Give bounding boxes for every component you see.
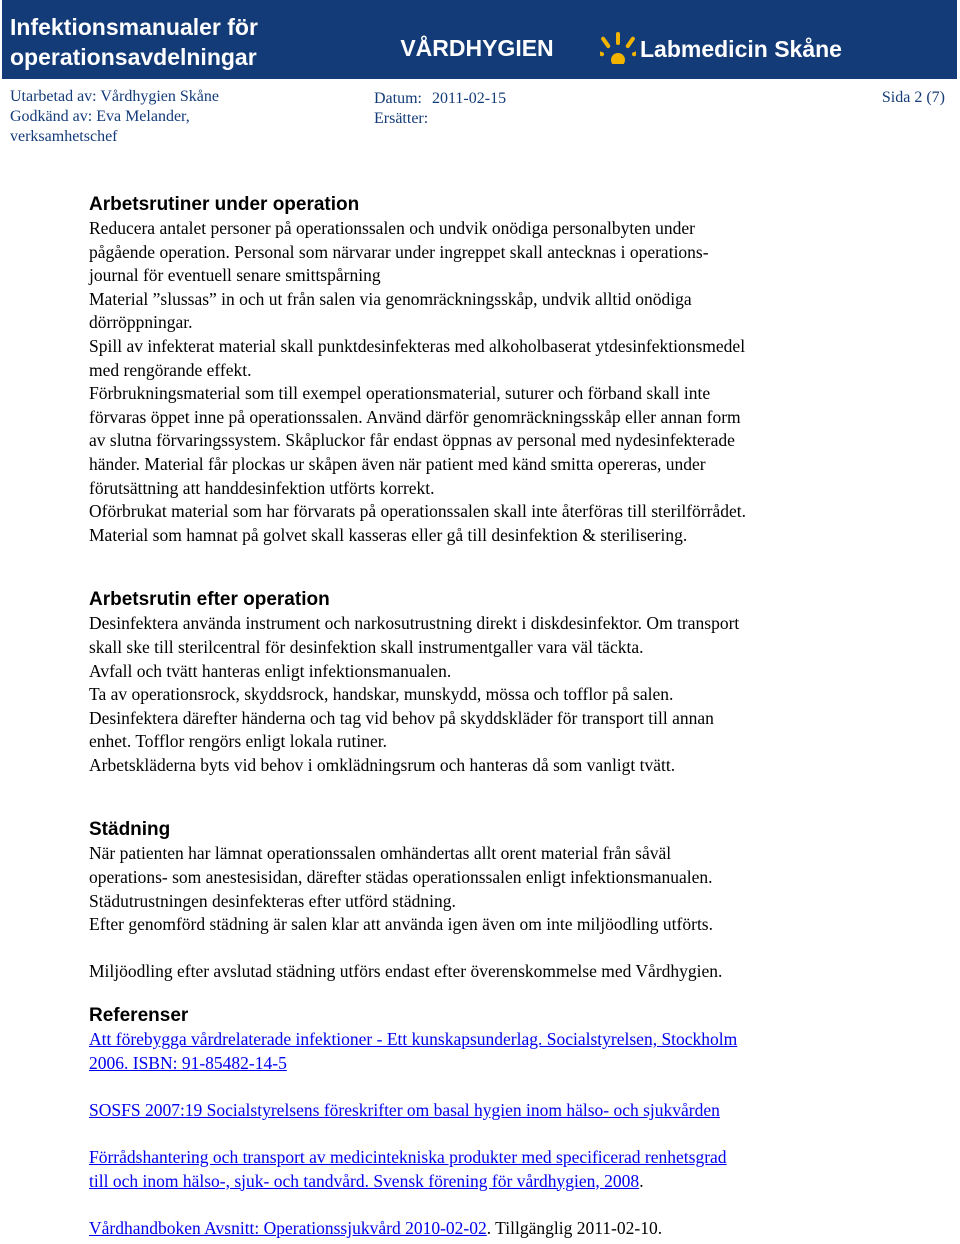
paragraph-line: Avfall och tvätt hanteras enligt infektionsmanualen. <box>89 660 452 681</box>
paragraph-line: dörröppningar. <box>89 312 193 333</box>
section-heading: Arbetsrutiner under operation <box>89 194 360 215</box>
header-title-cell <box>2 0 364 79</box>
paragraph-line: Oförbrukat material som har förvarats på operationssalen skall inte återföras till sterilförrådet. <box>89 501 746 522</box>
reference-link-forradshantering-2[interactable]: till och inom hälso-, sjuk- och tandvård. Svensk förening för vårdhygien, 2008 <box>89 1170 640 1191</box>
approved-by-line1: Godkänd av: Eva Melander, <box>10 108 190 125</box>
organization-name: Labmedicin Skåne <box>640 36 842 62</box>
paragraph-line: förutsättning att handdesinfektion utförts korrekt. <box>89 477 435 498</box>
paragraph-line: med rengörande effekt. <box>89 359 252 380</box>
paragraph-line: enhet. Tofflor rengörs enligt lokala rutiner. <box>89 731 387 752</box>
prepared-by: Utarbetad av: Vårdhygien Skåne <box>10 88 219 105</box>
paragraph-line: Material som hamnat på golvet skall kasseras eller gå till desinfektion & sterilisering. <box>89 524 688 545</box>
header-date-cell <box>364 79 864 145</box>
paragraph-line: av slutna förvaringssystem. Skåpluckor får endast öppnas av personal med nydesinfekterade <box>89 430 735 451</box>
paragraph-line: Städutrustningen desinfekteras efter utförd städning. <box>89 890 456 911</box>
reference-link-vardhandboken[interactable]: Vårdhandboken Avsnitt: Operationssjukvård 2010-02-02 <box>89 1217 487 1238</box>
section-references <box>89 1004 909 1240</box>
paragraph-line: Spill av infekterat material skall punktdesinfekteras med alkoholbaserat ytdesinfektionsmedel <box>89 335 746 356</box>
paragraph-line: skall ske till sterilcentral för desinfektion skall instrumentgaller vara väl täckta. <box>89 636 644 657</box>
paragraph-line: Ta av operationsrock, skyddsrock, handskar, munskydd, mössa och tofflor på salen. <box>89 684 674 705</box>
replaces-label: Ersätter: <box>374 110 429 127</box>
approved-by-line2: verksamhetschef <box>10 128 118 145</box>
section-heading: Referenser <box>89 1005 189 1027</box>
paragraph-line: Desinfektera därefter händerna och tag vid behov på skyddskläder för transport till annan <box>89 707 714 728</box>
date-info <box>374 89 506 129</box>
paragraph-line: händer. Material får plockas ur skåpen även när patient med känd smitta opereras, under <box>89 453 706 474</box>
sun-logo-icon <box>600 30 636 64</box>
paragraph-line: Material ”slussas” in och ut från salen via genomräckningsskåp, undvik alltid onödiga <box>89 288 692 309</box>
reference-link-sosfs[interactable]: SOSFS 2007:19 Socialstyrelsens föreskrifter om basal hygien inom hälso- och sjukvården <box>89 1099 720 1120</box>
header-department-cell <box>364 0 590 79</box>
date-value: 2011-02-15 <box>432 90 507 107</box>
paragraph-line: Reducera antalet personer på operationssalen och undvik onödiga personalbyten under <box>89 218 695 238</box>
paragraph-line: journal för eventuell senare smittspårning <box>89 265 381 286</box>
paragraph-line: operations- som anestesisidan, därefter städas operationssalen enligt infektionsmanualen. <box>89 867 713 888</box>
paragraph-line: pågående operation. Personal som närvarar under ingreppet skall antecknas i operations- <box>89 241 709 262</box>
paragraph-line: Efter genomförd städning är salen klar att använda igen även om inte miljöodling utförts. <box>89 914 713 935</box>
document-header <box>2 0 957 145</box>
document-title <box>10 12 258 72</box>
header-logo-cell <box>590 0 957 79</box>
paragraph-line: förvaras öppet inne på operationssalen. Använd därför genomräckningsskåp eller annan form <box>89 406 741 427</box>
section-heading: Arbetsrutin efter operation <box>89 589 330 611</box>
reference-link-socialstyrelsen-1[interactable]: Att förebygga vårdrelaterade infektioner - Ett kunskapsunderlag. Socialstyrelsen, Stockholm <box>89 1029 738 1050</box>
paragraph-line: Arbetskläderna byts vid behov i omklädningsrum och hanteras då som vanligt tvätt. <box>89 754 676 775</box>
reference-suffix: . Tillgänglig 2011-02-10. <box>486 1217 663 1238</box>
reference-link-forradshantering-1[interactable]: Förrådshantering och transport av medicintekniska produkter med specificerad renhetsgrad <box>89 1147 727 1167</box>
section-after-operation <box>89 588 909 777</box>
department-name: VÅRDHYGIEN <box>400 35 554 61</box>
paragraph-line: Miljöodling efter avslutad städning utförs endast efter överenskommelse med Vårdhygien. <box>89 961 723 982</box>
paragraph-line: Förbrukningsmaterial som till exempel operationsmaterial, suturer och förband skall inte <box>89 383 711 404</box>
document-title-line2: operationsavdelningar <box>10 44 257 70</box>
document-title-line1: Infektionsmanualer för <box>10 14 258 40</box>
document-body <box>89 193 909 1240</box>
date-label: Datum: <box>374 90 422 107</box>
section-cleaning <box>89 818 909 984</box>
section-heading: Städning <box>89 819 171 841</box>
paragraph-line: När patienten har lämnat operationssalen omhändertas allt orent material från såväl <box>89 843 672 864</box>
header-author-cell <box>2 79 364 145</box>
section-during-operation <box>89 193 909 547</box>
reference-link-socialstyrelsen-2[interactable]: 2006. ISBN: 91-85482-14-5 <box>89 1052 287 1073</box>
reference-suffix: . <box>639 1170 644 1191</box>
paragraph-line: Desinfektera använda instrument och narkosutrustning direkt i diskdesinfektor. Om transport <box>89 613 740 634</box>
page-number: Sida 2 (7) <box>881 89 945 106</box>
header-page-cell <box>864 79 957 145</box>
author-info <box>10 87 219 147</box>
